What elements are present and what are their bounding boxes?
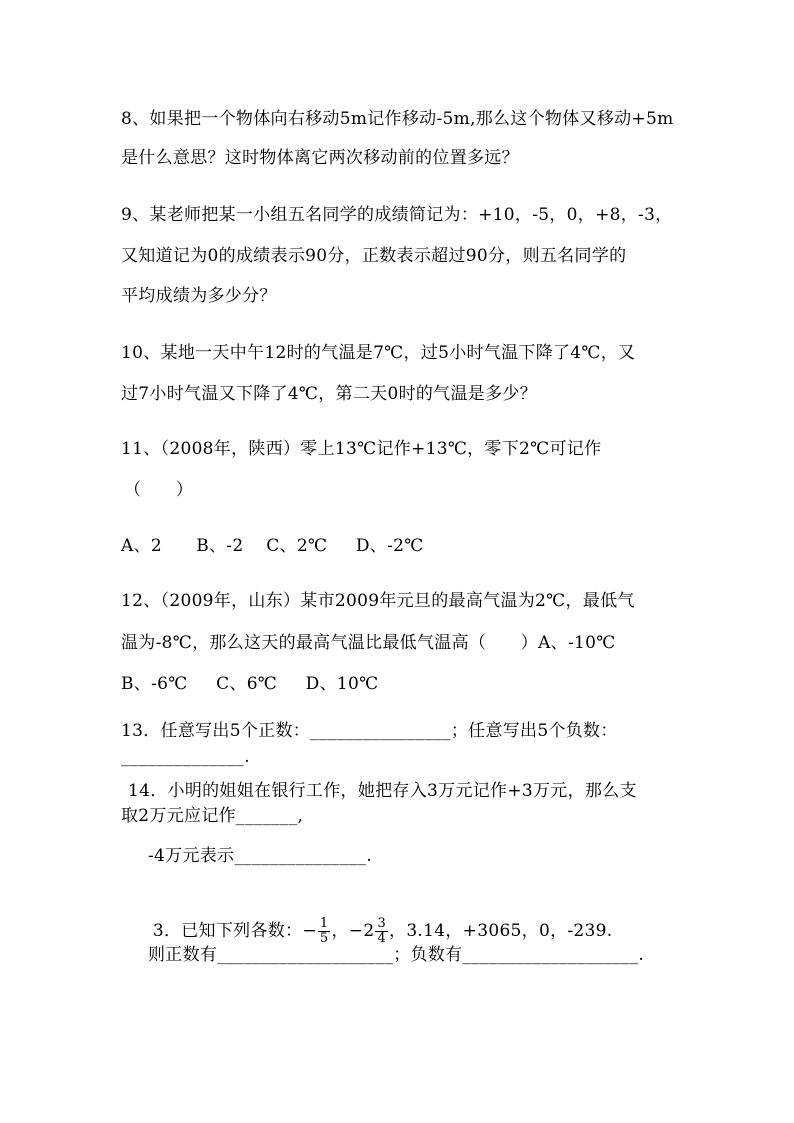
q10-line2: 过7小时气温又下降了4℃，第二天0时的气温是多少？ — [121, 384, 537, 404]
q11-options: A、2 B、-2 C、2℃ D、-2℃ — [121, 536, 424, 556]
q14-line1: 14．小明的姐姐在银行工作，她把存入3万元记作+3万元，那么支 — [128, 781, 637, 801]
fraction-1-5-numerator: 1 — [319, 916, 329, 931]
q3-minus-1: − — [302, 921, 317, 941]
q10-line1: 10、某地一天中午12时的气温是7℃，过5小时气温下降了4℃，又 — [121, 343, 636, 363]
fraction-3-4-numerator: 3 — [377, 916, 387, 931]
q11-line1: 11、（2008年，陕西）零上13℃记作+13℃，零下2℃可记作 — [121, 439, 602, 459]
q13-line1: 13．任意写出5个正数：________________；任意写出5个负数： — [121, 721, 618, 741]
fraction-1-5-denominator: 5 — [319, 931, 329, 946]
fraction-3-4-denominator: 4 — [377, 931, 387, 946]
fraction-1-5 — [318, 917, 331, 946]
q3-sep-1: ，−2 — [331, 921, 375, 941]
q11-answer-bracket: （ ） — [124, 480, 194, 500]
q14-line3: -4万元表示_______________. — [148, 846, 373, 866]
q8-line1: 8、如果把一个物体向右移动5m记作移动-5m,那么这个物体又移动+5m — [121, 109, 674, 129]
q3-line2: 则正数有____________________；负数有____________________. — [148, 945, 645, 965]
q3-rest: ，3.14，+3065，0，-239. — [389, 921, 613, 941]
q12-line1: 12、（2009年，山东）某市2009年元旦的最高气温为2℃，最低气 — [121, 591, 635, 611]
q9-line1: 9、某老师把某一小组五名同学的成绩简记为：+10，-5，0，+8，-3， — [121, 205, 673, 225]
q14-line2: 取2万元应记作_______, — [121, 806, 304, 826]
q9-line3: 平均成绩为多少分？ — [121, 286, 277, 306]
q9-line2: 又知道记为0的成绩表示90分，正数表示超过90分，则五名同学的 — [121, 246, 627, 266]
q8-line2: 是什么意思？这时物体离它两次移动前的位置多远？ — [121, 148, 519, 168]
q13-line2: ______________. — [121, 747, 250, 767]
q12-line3: B、-6℃ C、6℃ D、10℃ — [121, 674, 379, 694]
q12-line2: 温为-8℃，那么这天的最高气温比最低气温高（ ）A、-10℃ — [121, 633, 616, 653]
fraction-3-4 — [375, 917, 388, 946]
q3-prefix: 3．已知下列各数： — [152, 921, 303, 941]
